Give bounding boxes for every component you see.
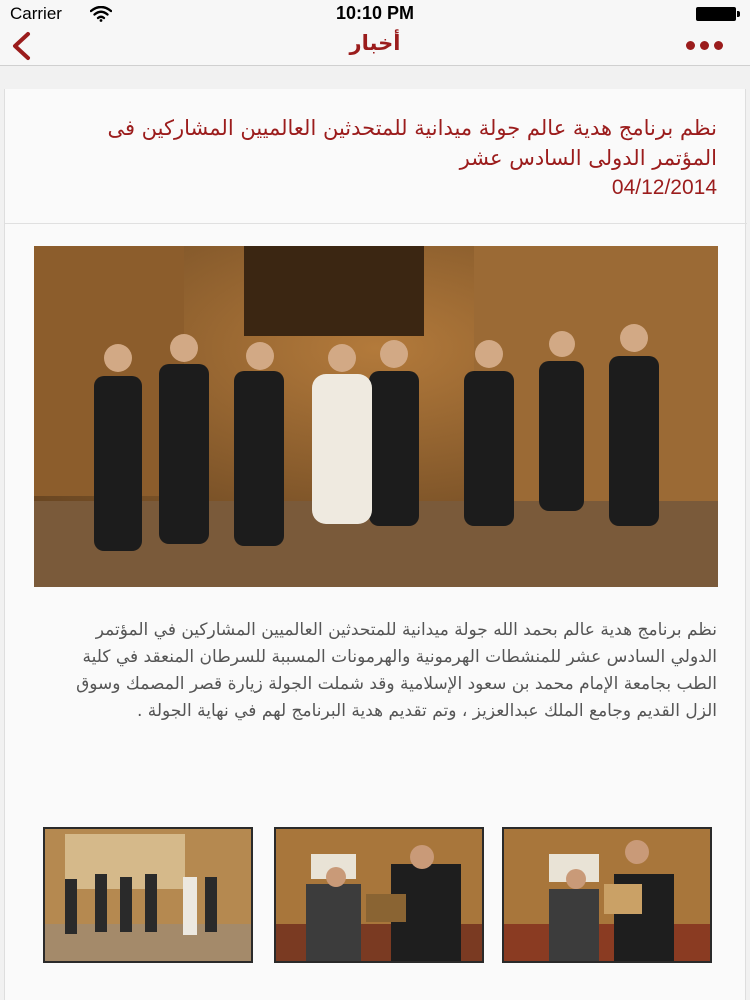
group-photo-thumbnail[interactable] [43, 827, 253, 963]
status-bar [0, 0, 750, 28]
news-card [4, 89, 746, 1000]
navigation-bar [0, 28, 750, 66]
article-date: 04/12/2014 [611, 176, 717, 199]
page-title: أخبار [349, 31, 401, 55]
article-title: نظم برنامج هدية عالم جولة ميدانية للمتحدثين العالميين المشاركين فى المؤتمر الدولى السادس عشر [107, 116, 717, 170]
news-content[interactable] [0, 67, 750, 1000]
divider [5, 223, 747, 224]
battery-icon [696, 7, 740, 21]
status-time: 10:10 PM [335, 3, 415, 23]
photo-gallery [43, 827, 715, 963]
article-body: نظم برنامج هدية عالم بحمد الله جولة ميدانية للمتحدثين العالميين المشاركين في المؤتمر الدولي السادس عشر للمنشطات الهرمونية والهرمونات المسببة للسرطان المنعقد في كلية الطب بجامعة الإمام محمد بن سعود الإسلامية وقد شملت الجولة زيارة قصر المصمك وسوق الزل القديم وجامع الملك عبدالعزيز ، وتم تقديم هدية البرنامج لهم في نهاية الجولة . [76, 620, 717, 721]
more-button[interactable] [686, 37, 724, 55]
main-photo[interactable] [34, 246, 718, 587]
award-presentation-thumbnail[interactable] [502, 827, 712, 963]
carrier-label: Carrier [10, 4, 62, 23]
gift-presentation-thumbnail[interactable] [274, 827, 484, 963]
